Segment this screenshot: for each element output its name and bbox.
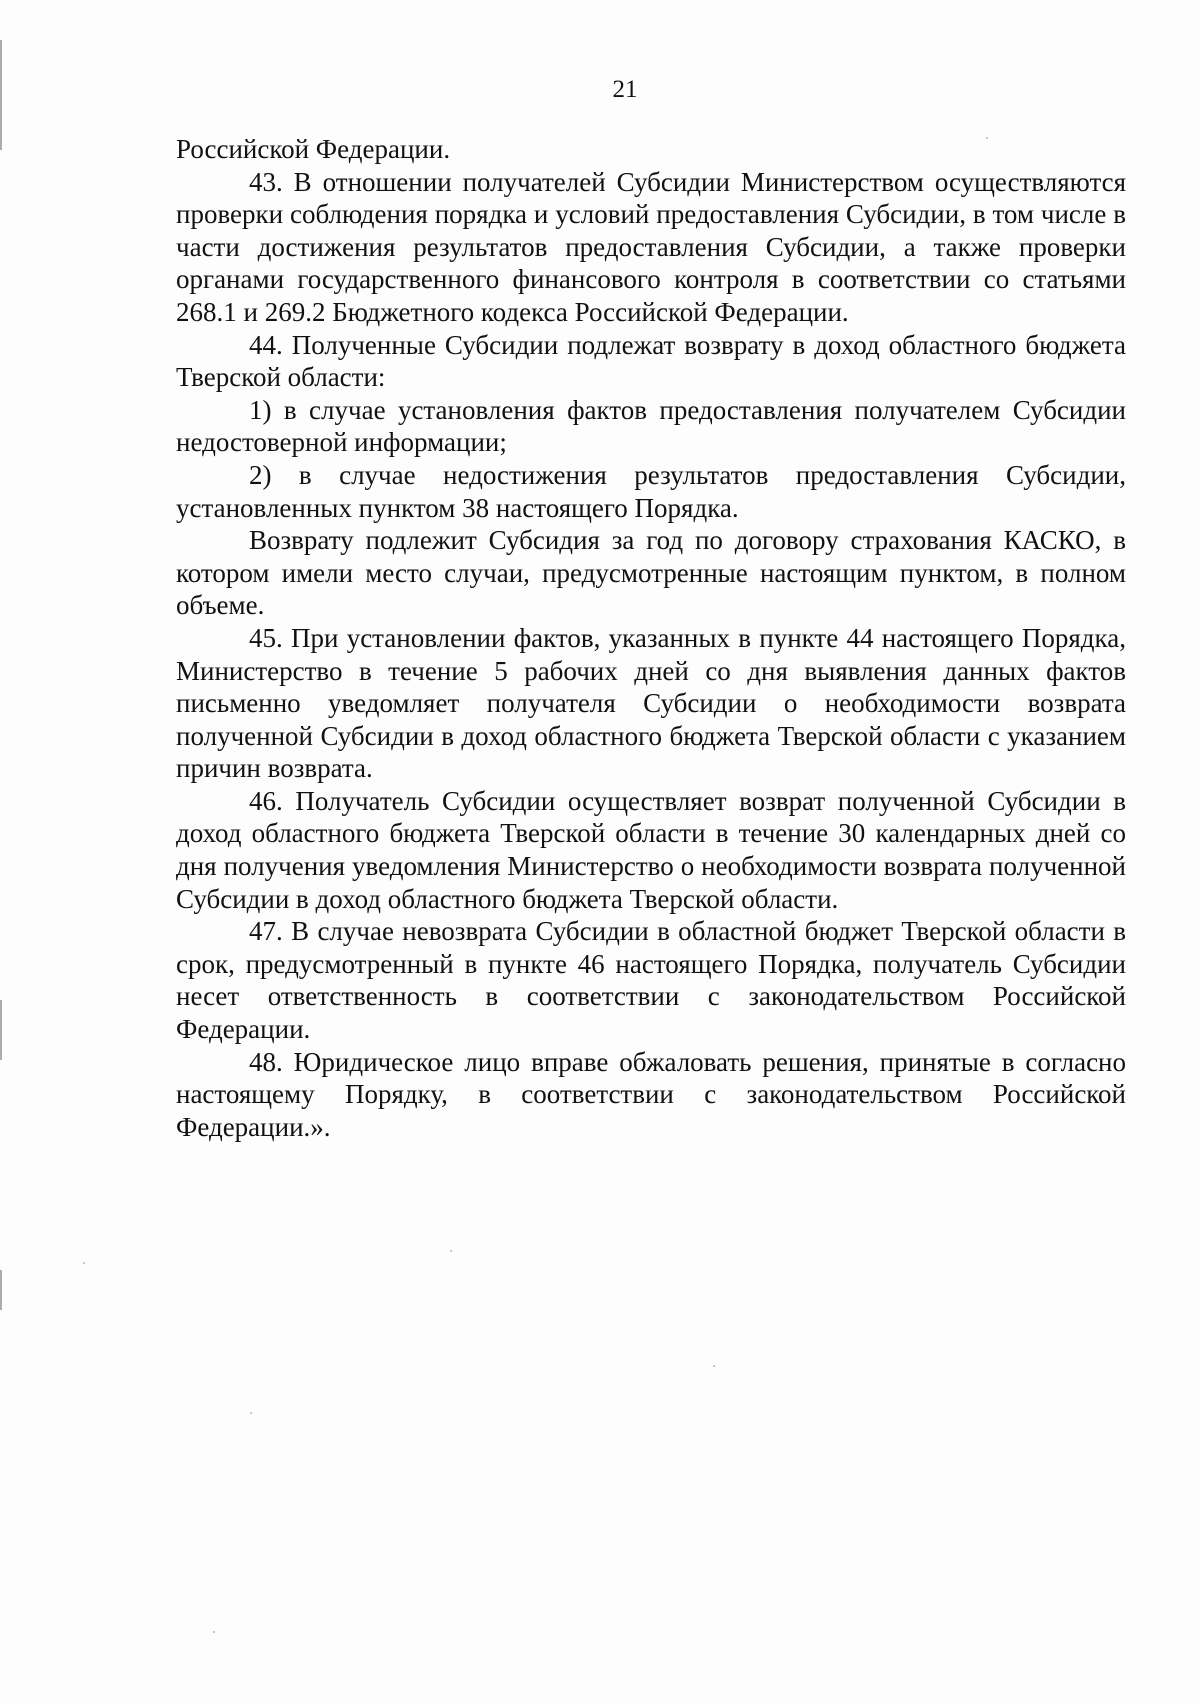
scan-speck [250,1412,252,1414]
paragraph-44-refund-note: Возврату подлежит Субсидия за год по договору страхования КАСКО, в котором имели место случаи, предусмотренные настоящим пунктом, в полном объеме. [176,525,1126,621]
scan-edge-mark [0,1000,2,1060]
scan-speck [83,1262,85,1264]
scan-speck [450,1250,452,1252]
scan-edge-mark [0,1270,2,1310]
paragraph-43: 43. В отношении получателей Субсидии Министерством осуществляются проверки соблюдения порядка и условий предоставления Субсидии, в том числе в части достижения результатов предоставления Субсидии, а также проверки органами государственного финансового контроля в соответствии со статьями 268.1 и 269.2 Бюджетного кодекса Российской Федерации. [176,166,1126,327]
paragraph-45: 45. При установлении фактов, указанных в пункте 44 настоящего Порядка, Министерство в течение 5 рабочих дней со дня выявления данных фактов письменно уведомляет получателя Субсидии о необходимости возврата полученной Субсидии в доход областного бюджета Тверской области с указанием причин возврата. [176,622,1126,784]
paragraph-46: 46. Получатель Субсидии осуществляет возврат полученной Субсидии в доход областного бюджета Тверской области в течение 30 календарных дней со дня получения уведомления Министерство о необходимости возврата полученной Субсидии в доход областного бюджета Тверской области. [176,785,1126,914]
paragraph-44: 44. Полученные Субсидии подлежат возврату в доход областного бюджета Тверской области: [176,329,1126,393]
scan-speck [713,1365,715,1367]
paragraph-44-item-2: 2) в случае недостижения результатов предоставления Субсидии, установленных пунктом 38 настоящего Порядка. [176,459,1126,523]
page-number: 21 [612,76,638,103]
paragraph-47: 47. В случае невозврата Субсидии в областной бюджет Тверской области в срок, предусмотренный в пункте 46 настоящего Порядка, получатель Субсидии несет ответственность в соответствии с законодательством Российской Федерации. [176,916,1126,1045]
paragraph-continuation: Российской Федерации. [176,134,451,164]
document-body [176,133,1126,1143]
scan-speck [213,1631,215,1633]
paragraph-48: 48. Юридическое лицо вправе обжаловать решения, принятые в согласно настоящему Порядку, в соответствии с законодательством Российской Федерации.». [176,1046,1126,1142]
paragraph-44-item-1: 1) в случае установления фактов предоставления получателем Субсидии недостоверной информации; [176,394,1126,458]
